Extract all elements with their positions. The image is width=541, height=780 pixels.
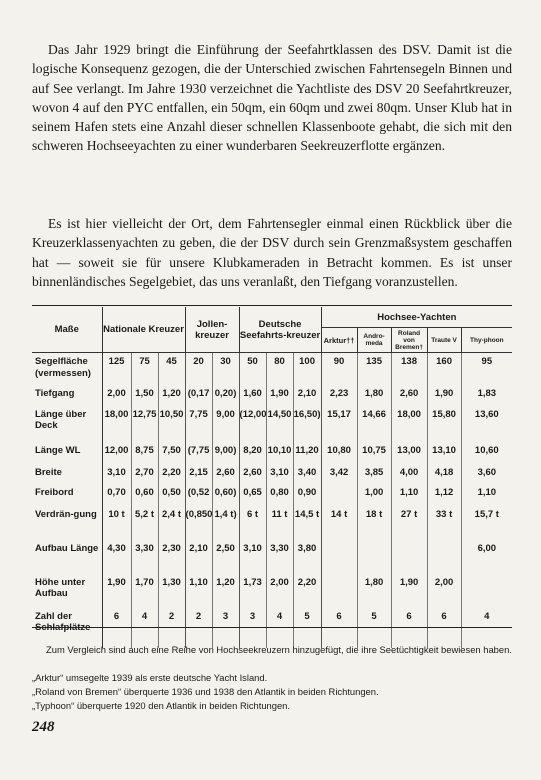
table-cell: 50 (239, 353, 266, 385)
table-cell: 3,42 (321, 464, 357, 484)
table-cell: 2,60 (212, 464, 239, 484)
table-cell: 45 (158, 353, 185, 385)
table-cell: 138 (391, 353, 427, 385)
table-cell: 6 (102, 608, 131, 648)
table-cell: 6 (391, 608, 427, 648)
table-cell: 2,00 (266, 574, 293, 608)
table-cell: 2,20 (158, 464, 185, 484)
table-cell: 1,90 (266, 385, 293, 406)
table-cell: 14 t (321, 506, 357, 540)
table-cell: (0,17 (185, 385, 212, 406)
table-cell: 2,70 (131, 464, 158, 484)
table-cell: 160 (427, 353, 461, 385)
table-cell: 10,10 (266, 442, 293, 464)
row-label: Tiefgang (32, 385, 102, 406)
table-cell: 14,66 (357, 406, 391, 442)
table-row (32, 353, 512, 385)
table-cell: 10,80 (321, 442, 357, 464)
table-cell: 0,20) (212, 385, 239, 406)
page-number: 248 (32, 719, 55, 735)
table-cell: 2 (158, 608, 185, 648)
header-yacht-arktur: Arktur†† (321, 328, 357, 353)
table-cell: 15,7 t (474, 508, 499, 520)
row-label: Länge WL (32, 442, 102, 464)
table-cell (357, 540, 391, 574)
table-cell: 12,75 (131, 406, 158, 442)
table-cell: 8,75 (131, 442, 158, 464)
table-cell: 6 (321, 608, 357, 648)
table-cell: 6 (427, 608, 461, 648)
row-label: Verdrän-gung (32, 506, 102, 540)
table-cell: 1,00 (357, 484, 391, 506)
table-cell: 0,70 (102, 484, 131, 506)
table-cell: 1,50 (131, 385, 158, 406)
footnote-typhoon: „Typhoon“ überquerte 1920 den Atlantik in beiden Richtungen. (32, 700, 290, 711)
table-cell: 0,80 (266, 484, 293, 506)
table-cell: 5 (357, 608, 391, 648)
table-cell (461, 574, 512, 608)
table-cell: 0,60 (131, 484, 158, 506)
table-cell: 1,4 t) (212, 506, 239, 540)
table-cell: 13,60 (474, 408, 499, 420)
table-cell: 14,5 t (293, 506, 321, 540)
header-yacht-traute: Traute V (427, 328, 461, 353)
table-cell: 18 t (357, 506, 391, 540)
table-cell: 1,80 (357, 574, 391, 608)
table-cell: 3,85 (357, 464, 391, 484)
table-cell: 12,00 (102, 442, 131, 464)
table-cell: 2,15 (185, 464, 212, 484)
table-cell: 15,80 (427, 406, 461, 442)
table-cell: 9,00) (212, 442, 239, 464)
table-cell: 30 (212, 353, 239, 385)
table-cell: (7,75 (185, 442, 212, 464)
row-label: Zahl der Schlafplätze (32, 608, 102, 648)
table-cell: 2,23 (321, 385, 357, 406)
table-cell: 4 (266, 608, 293, 648)
table-cell: 4,30 (102, 540, 131, 574)
table-cell: 2,60 (391, 385, 427, 406)
table-cell: 135 (357, 353, 391, 385)
table-cell: 1,90 (427, 385, 461, 406)
table-cell (321, 484, 357, 506)
table-cell: (0,850 (185, 506, 212, 540)
footnote-arktur: „Arktur“ umsegelte 1939 als erste deutsche Yacht Island. (32, 672, 268, 683)
table-cell: 1,30 (158, 574, 185, 608)
table-cell: 18,00 (102, 406, 131, 442)
table-cell: 3,40 (293, 464, 321, 484)
yacht-dimensions-table (32, 307, 512, 648)
table-cell (321, 540, 357, 574)
table-cell: 6,00 (477, 542, 497, 554)
table-cell: 1,90 (102, 574, 131, 608)
table-cell: 15,17 (321, 406, 357, 442)
row-label: Freibord (32, 484, 102, 506)
table-cell: 2,20 (293, 574, 321, 608)
table-cell (391, 540, 427, 574)
footnote-comparison: Zum Vergleich sind auch eine Reihe von Hochseekreuzern hinzugefügt, die ihre Seetüchtigkeit bewiesen haben. (46, 644, 512, 655)
table-row (32, 464, 512, 484)
paragraph-2: Es ist hier vielleicht der Ort, dem Fahrtensegler einmal einen Rückblick über die Kreuzerklassenyachten zu geben, die der DSV durch sein Grenzmaßsystem geschaffen hat — soweit sie für unsere Klubkameraden in Betracht kommen. Es ist unser binnenländisches Segelgebiet, das uns veranlaßt, den Tiefgang voranzustellen. (32, 216, 512, 289)
table-cell: 2 (185, 608, 212, 648)
table-cell: 27 t (391, 506, 427, 540)
paragraph-1: Das Jahr 1929 bringt die Einführung der Seefahrtklassen des DSV. Damit ist die logische Konsequenz gezogen, die der Unterschied zwischen Fahrtensegeln Binnen und auf See verlangt. Im Jahre 1930 verzeichnet die Yachtliste des DSV 20 Seefahrtkreuzer, wovon 4 auf den PYC entfallen, ein 50qm, ein 60qm und zwei 80qm. Unser Klub hat in seinem Hafen stets eine Anzahl dieser schnellen Klassenboote gehabt, die sich mit den schweren Hochseeyachten zu einer wunderbaren Seekreuzerflotte ergänzen. (32, 42, 512, 154)
table-cell: 3 (239, 608, 266, 648)
table-cell: 3,80 (293, 540, 321, 574)
table-cell: 20 (185, 353, 212, 385)
table-cell: 5,2 t (131, 506, 158, 540)
table-cell: 7,75 (185, 406, 212, 442)
table-cell: 7,50 (158, 442, 185, 464)
table-cell: 2,10 (185, 540, 212, 574)
table-cell: 0,50 (158, 484, 185, 506)
table-cell: 2,60 (239, 464, 266, 484)
table-cell: 3,30 (131, 540, 158, 574)
table-cell: 2,50 (212, 540, 239, 574)
table-cell: 95 (481, 356, 493, 367)
table-cell: 2,4 t (158, 506, 185, 540)
table-cell: 16,50) (293, 406, 321, 442)
table-cell: 1,20 (212, 574, 239, 608)
table-cell: 0,90 (293, 484, 321, 506)
row-label: Segelfläche (vermessen) (32, 353, 102, 385)
table-cell: 3,10 (239, 540, 266, 574)
table-cell: 1,73 (239, 574, 266, 608)
table-cell: 8,20 (239, 442, 266, 464)
header-yacht-roland: Roland von Bremen† (391, 328, 427, 353)
table-cell: (0,52 (185, 484, 212, 506)
table-cell: 14,50 (266, 406, 293, 442)
header-seefahrtskreuzer: Deutsche Seefahrts-kreuzer (239, 307, 321, 353)
row-label: Länge über Deck (32, 406, 102, 442)
footnote-roland: „Roland von Bremen“ überquerte 1936 und 1938 den Atlantik in beiden Richtungen. (32, 686, 379, 697)
table-cell: 1,10 (477, 486, 497, 498)
row-label: Breite (32, 464, 102, 484)
table-cell: 4,18 (427, 464, 461, 484)
header-hochsee-yachten: Hochsee-Yachten (321, 307, 512, 328)
table-cell: 4,00 (391, 464, 427, 484)
table-cell: 33 t (427, 506, 461, 540)
table-cell: 2,30 (158, 540, 185, 574)
table-cell: 10 t (102, 506, 131, 540)
table-cell: 75 (131, 353, 158, 385)
table-row (32, 506, 512, 540)
table-cell: 3,10 (266, 464, 293, 484)
table-cell: 2,10 (293, 385, 321, 406)
table-cell: 100 (293, 353, 321, 385)
header-nationale-kreuzer: Nationale Kreuzer (102, 307, 185, 353)
table-cell: (12,00 (239, 406, 266, 442)
row-label: Aufbau Länge (32, 540, 102, 574)
table-cell: 10,75 (357, 442, 391, 464)
table-cell: 1,70 (131, 574, 158, 608)
table-cell: 4 (484, 610, 490, 622)
table-cell: 3,10 (102, 464, 131, 484)
table-cell: 0,60) (212, 484, 239, 506)
table-cell: 1,60 (239, 385, 266, 406)
table-cell (321, 574, 357, 608)
table-row (32, 442, 512, 464)
table-cell: 4 (131, 608, 158, 648)
table-cell: 1,10 (185, 574, 212, 608)
table-cell: 13,10 (427, 442, 461, 464)
table-cell: 5 (293, 608, 321, 648)
table-cell: 90 (321, 353, 357, 385)
table-cell: 13,00 (391, 442, 427, 464)
table-cell: 6 t (239, 506, 266, 540)
table-cell: 3,30 (266, 540, 293, 574)
table-cell: 11 t (266, 506, 293, 540)
table-cell: 0,65 (239, 484, 266, 506)
row-label: Höhe unter Aufbau (32, 574, 102, 608)
table-cell: 3 (212, 608, 239, 648)
table-cell: 80 (266, 353, 293, 385)
table-cell: 125 (102, 353, 131, 385)
table-cell: 10,60 (474, 444, 499, 456)
table-top-rule (32, 305, 512, 306)
table-cell: 2,00 (102, 385, 131, 406)
table-cell: 1,83 (477, 387, 497, 399)
header-yacht-typhoon: Thy-phoon (461, 328, 512, 353)
header-jollenkreuzer: Jollen-kreuzer (185, 307, 239, 353)
table-row (32, 484, 512, 506)
table-cell: 11,20 (293, 442, 321, 464)
table-row (32, 385, 512, 406)
table-cell: 10,50 (158, 406, 185, 442)
table-cell: 9,00 (212, 406, 239, 442)
table-row (32, 540, 512, 574)
table-row (32, 574, 512, 608)
table-cell (427, 540, 461, 574)
table-cell: 3,60 (477, 466, 497, 478)
header-yacht-andromeda: Andro-meda (357, 328, 391, 353)
table-cell: 2,00 (427, 574, 461, 608)
table-cell: 18,00 (391, 406, 427, 442)
table-cell: 1,12 (427, 484, 461, 506)
table-cell: 1,20 (158, 385, 185, 406)
table-row (32, 406, 512, 442)
table-cell: 1,90 (391, 574, 427, 608)
table-cell: 1,80 (357, 385, 391, 406)
table-cell: 1,10 (391, 484, 427, 506)
header-masse: Maße (32, 307, 102, 353)
table-bottom-rule (32, 627, 512, 628)
